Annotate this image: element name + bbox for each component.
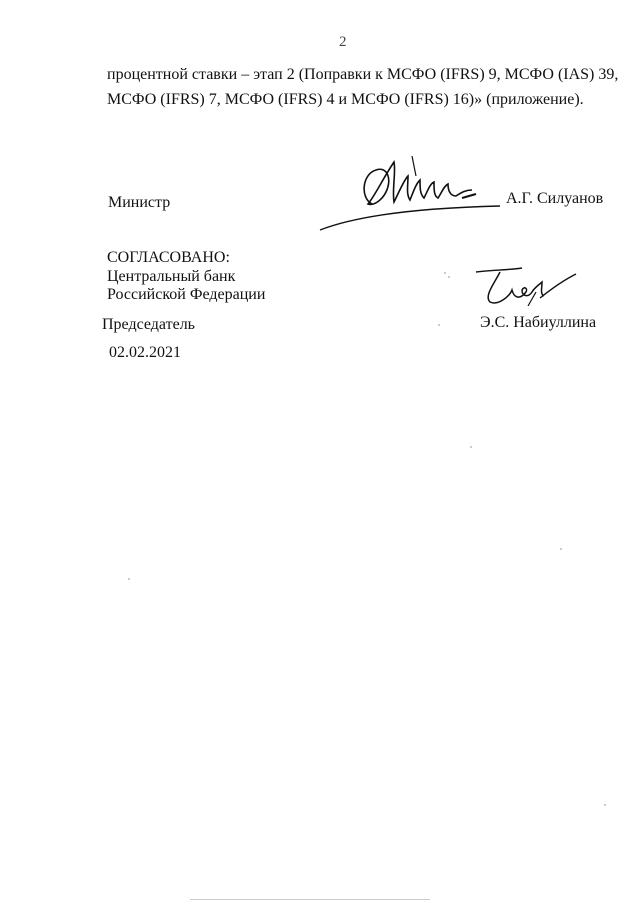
organization-line-1: Центральный банк	[107, 268, 236, 285]
chair-signature	[470, 262, 580, 310]
scan-speck	[604, 804, 606, 806]
body-line-2: МСФО (IFRS) 7, МСФО (IFRS) 4 и МСФО (IFRS) 16)» (приложение).	[107, 91, 584, 108]
body-line-1: процентной ставки – этап 2 (Поправки к МСФО (IFRS) 9, МСФО (IAS) 39,	[107, 66, 619, 83]
agreement-label: СОГЛАСОВАНО:	[107, 249, 230, 266]
scan-speck	[438, 324, 440, 326]
scan-speck	[448, 276, 450, 278]
chair-title: Председатель	[102, 316, 195, 333]
scan-speck	[470, 446, 472, 448]
body-paragraph	[107, 62, 619, 112]
scan-speck	[128, 578, 130, 580]
minister-signature	[316, 150, 506, 235]
minister-name: А.Г. Силуанов	[506, 190, 604, 207]
page-number: 2	[339, 34, 347, 50]
organization-line-2: Российской Федерации	[107, 286, 266, 303]
minister-title: Министр	[108, 194, 171, 211]
signing-date: 02.02.2021	[109, 344, 181, 361]
chair-name: Э.С. Набиуллина	[480, 314, 597, 331]
scan-speck	[560, 548, 562, 550]
scan-edge-line	[190, 899, 430, 900]
scan-speck	[444, 272, 446, 274]
